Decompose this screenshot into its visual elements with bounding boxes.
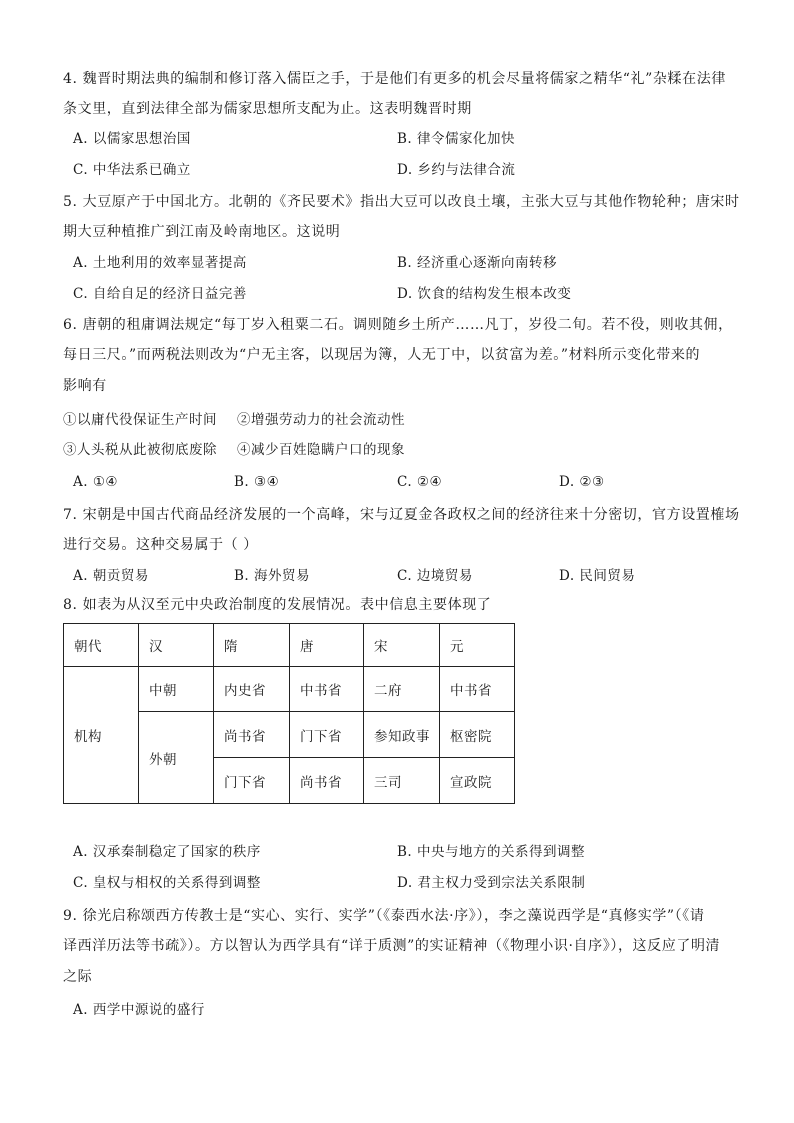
q4-option-b: B. 律令儒家化加快 <box>397 131 516 147</box>
table-row <box>64 667 515 712</box>
table-cell: 中书省 <box>440 667 515 712</box>
table-header-row <box>64 624 515 667</box>
table-header-cell: 宋 <box>364 624 440 667</box>
q7-option-c: C. 边境贸易 <box>397 568 473 584</box>
q8-option-b: B. 中央与地方的关系得到调整 <box>397 844 586 860</box>
q6-statement-1: ①以庸代役保证生产时间 <box>63 412 217 428</box>
q6-statement-4: ④减少百姓隐瞒户口的现象 <box>237 442 405 458</box>
q4-option-d: D. 乡约与法律合流 <box>397 162 516 178</box>
q6-statement-2: ②增强劳动力的社会流动性 <box>237 412 405 428</box>
table-row-label: 机构 <box>64 667 139 804</box>
table-cell: 尚书省 <box>214 712 290 758</box>
q8-option-a: A. 汉承秦制稳定了国家的秩序 <box>73 844 261 860</box>
q6-option-c: C. ②④ <box>397 474 443 490</box>
table-cell: 枢密院 <box>440 712 515 758</box>
q7-option-d: D. 民间贸易 <box>559 568 636 584</box>
q7-option-a: A. 朝贡贸易 <box>73 568 149 584</box>
q6-stem-line-2: 每日三尺。”而两税法则改为“户无主客，以现居为簿，人无丁中，以贫富为差。”材料所示变化带来的 <box>63 347 701 363</box>
q5-stem-line-2: 期大豆种植推广到江南及岭南地区。这说明 <box>63 224 341 240</box>
q7-option-b: B. 海外贸易 <box>234 568 311 584</box>
q8-option-d: D. 君主权力受到宗法关系限制 <box>397 875 586 891</box>
table-header-cell: 元 <box>440 624 515 667</box>
table-cell: 尚书省 <box>290 758 364 804</box>
q5-option-a: A. 土地利用的效率显著提高 <box>73 255 247 271</box>
table-sub-label: 外朝 <box>139 712 214 804</box>
q5-option-b: B. 经济重心逐渐向南转移 <box>397 255 558 271</box>
table-cell: 中书省 <box>290 667 364 712</box>
q9-option-a: A. 西学中源说的盛行 <box>73 1002 205 1018</box>
q6-option-a: A. ①④ <box>73 474 119 490</box>
table-cell: 参知政事 <box>364 712 440 758</box>
q7-stem-line-2: 进行交易。这种交易属于（ ） <box>63 537 258 553</box>
q4-stem-line-1: 4. 魏晋时期法典的编制和修订落入儒臣之手，于是他们有更多的机会尽量将儒家之精华“礼”杂糅在法律 <box>63 71 726 87</box>
table-sub-label: 中朝 <box>139 667 214 712</box>
table-cell: 三司 <box>364 758 440 804</box>
q7-stem-line-1: 7. 宋朝是中国古代商品经济发展的一个高峰，宋与辽夏金各政权之间的经济往来十分密切，官方设置榷场 <box>63 507 740 523</box>
q9-stem-line-2: 译西洋历法等书疏》）。方以智认为西学具有“详于质测”的实证精神（《物理小识·自序》），这反应了明清 <box>63 938 721 954</box>
table-cell: 二府 <box>364 667 440 712</box>
institution-table <box>63 623 515 804</box>
table-header-cell: 朝代 <box>64 624 139 667</box>
q8-stem: 8. 如表为从汉至元中央政治制度的发展情况。表中信息主要体现了 <box>63 597 492 613</box>
q4-stem-line-2: 条文里，直到法律全部为儒家思想所支配为止。这表明魏晋时期 <box>63 101 472 117</box>
q6-stem-line-3: 影响有 <box>63 378 107 394</box>
q6-option-b: B. ③④ <box>234 474 280 490</box>
table-header-cell: 汉 <box>139 624 214 667</box>
q6-option-d: D. ②③ <box>559 474 605 490</box>
table-cell: 宣政院 <box>440 758 515 804</box>
table-header-cell: 隋 <box>214 624 290 667</box>
q6-stem-line-1: 6. 唐朝的租庸调法规定“每丁岁入租粟二石。调则随乡土所产……凡丁，岁役二旬。若不役，则收其佣， <box>63 317 733 333</box>
q8-option-c: C. 皇权与相权的关系得到调整 <box>73 875 261 891</box>
q6-statement-3: ③人头税从此被彻底废除 <box>63 442 217 458</box>
q5-option-d: D. 饮食的结构发生根本改变 <box>397 286 572 302</box>
q4-option-c: C. 中华法系已确立 <box>73 162 191 178</box>
table-header-cell: 唐 <box>290 624 364 667</box>
q9-stem-line-1: 9. 徐光启称颂西方传教士是“实心、实行、实学”（《泰西水法·序》），李之藻说西学是“真修实学”（《请 <box>63 908 705 924</box>
table-cell: 内史省 <box>214 667 290 712</box>
table-cell: 门下省 <box>214 758 290 804</box>
q5-stem-line-1: 5. 大豆原产于中国北方。北朝的《齐民要术》指出大豆可以改良土壤，主张大豆与其他作物轮种；唐宋时 <box>63 194 740 210</box>
q4-option-a: A. 以儒家思想治国 <box>73 131 191 147</box>
table-cell: 门下省 <box>290 712 364 758</box>
q9-stem-line-3: 之际 <box>63 969 93 985</box>
q5-option-c: C. 自给自足的经济日益完善 <box>73 286 247 302</box>
